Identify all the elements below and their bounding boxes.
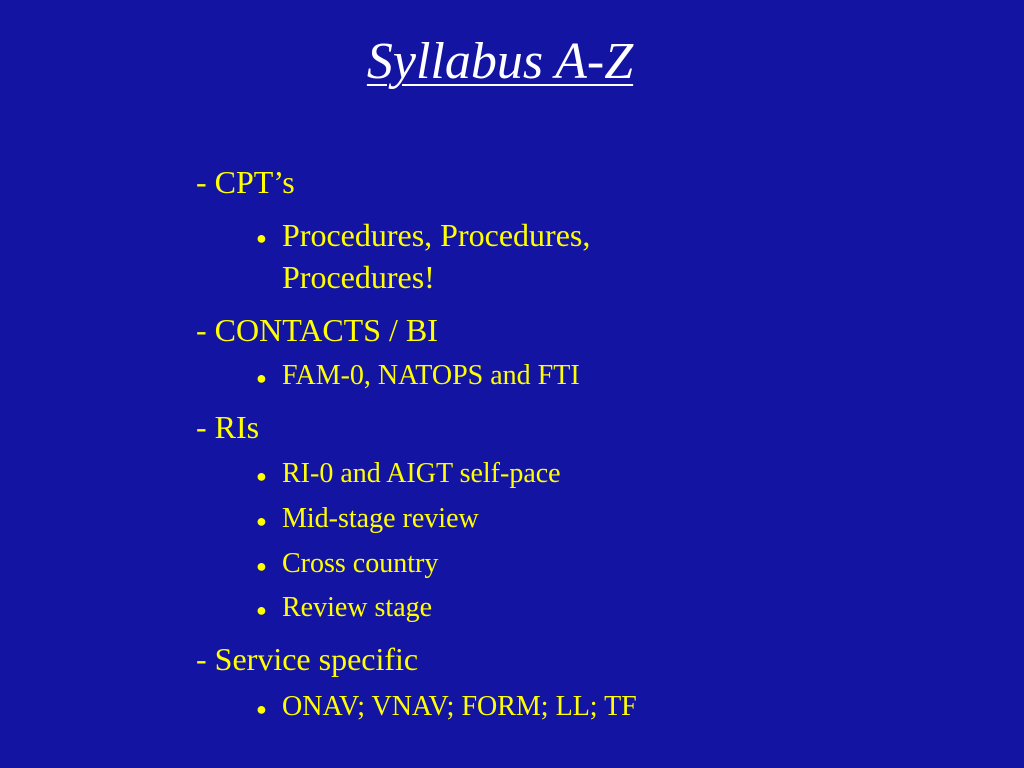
bullet-icon: ● xyxy=(256,466,267,486)
bullet-icon: ● xyxy=(256,699,267,719)
section-heading-cpts: - CPT’s xyxy=(196,164,295,200)
section-heading-service-specific: - Service specific xyxy=(196,641,419,677)
bullet-icon: ● xyxy=(256,368,267,388)
bullet-icon: ● xyxy=(256,600,267,620)
bullet-icon: ● xyxy=(256,511,267,531)
bullet-icon: ● xyxy=(256,556,267,576)
slide-title: Syllabus A-Z xyxy=(366,33,634,90)
section-heading-contacts: - CONTACTS / BI xyxy=(196,312,438,348)
bullet-icon: ● xyxy=(256,228,267,248)
slide: Syllabus A-Z - CPT’s ● Procedures, Procedures, Procedures! - CONTACTS / BI ● FAM-0, NATOPS and FTI - RIs ● RI-0 and AIGT self-pace ● Mid-stage review ● Cross country ● Review stage - Service specific ● ONAV; VNAV; FORM; LL; TF xyxy=(0,0,1024,768)
section-heading-ris: - RIs xyxy=(196,409,260,445)
